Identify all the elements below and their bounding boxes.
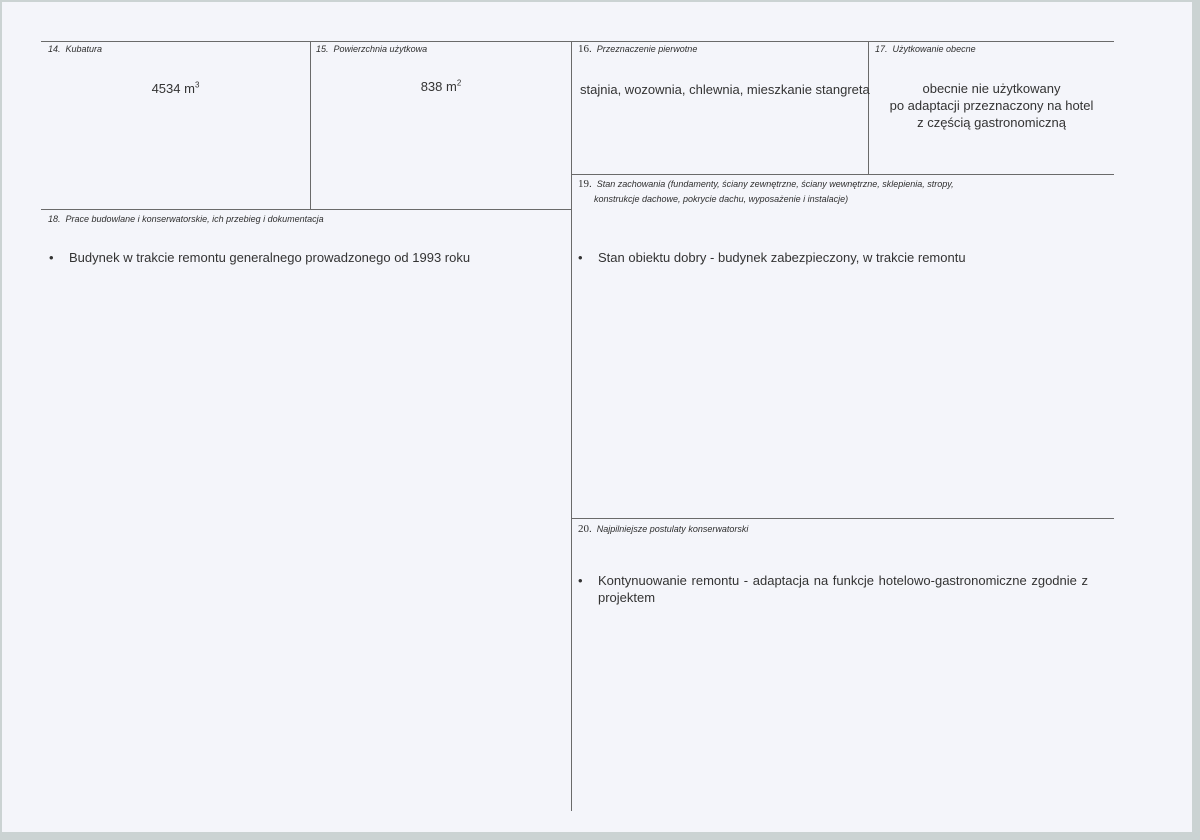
field-17-line-1: obecnie nie użytkowany <box>922 81 1061 96</box>
form-sheet <box>2 2 1192 832</box>
divider-center <box>571 41 572 811</box>
field-20-item: • Kontynuowanie remontu - adaptacja na funkcje hotelowo-gastronomiczne zgodnie z projektem <box>578 573 1088 605</box>
field-18-item: • Budynek w trakcie remontu generalnego prowadzonego od 1993 roku <box>49 250 471 265</box>
field-16-value: stajnia, wozownia, chlewnia, mieszkanie stangreta <box>580 82 870 97</box>
rule-above-20 <box>571 518 1114 519</box>
field-17-line-3: z częścią gastronomiczną <box>917 115 1066 130</box>
field-20-label: 20. Najpilniejsze postulaty konserwatorski <box>578 523 749 535</box>
rule-above-18 <box>41 209 571 210</box>
field-19-label-line-2: konstrukcje dachowe, pokrycie dachu, wyposażenie i instalacje) <box>594 194 849 204</box>
divider-14-15 <box>310 41 311 209</box>
field-19-label: 19. Stan zachowania (fundamenty, ściany zewnętrzne, ściany wewnętrzne, sklepienia, stropy, <box>578 178 954 190</box>
field-18-label: 18. Prace budowlane i konserwatorskie, ich przebieg i dokumentacja <box>48 214 324 224</box>
bullet-icon: • <box>49 250 54 265</box>
field-17-line-2: po adaptacji przeznaczony na hotel <box>889 98 1094 113</box>
field-14-label: 14. Kubatura <box>48 44 103 54</box>
field-17-label: 17. Użytkowanie obecne <box>875 44 976 54</box>
bullet-icon: • <box>578 250 583 265</box>
rule-above-19 <box>571 174 1114 175</box>
field-16-label: 16. Przeznaczenie pierwotne <box>578 43 698 55</box>
field-19-item: • Stan obiektu dobry - budynek zabezpieczony, w trakcie remontu <box>578 250 966 265</box>
field-14-value: 4534 $m^3$ <box>151 80 200 96</box>
top-rule <box>41 41 1114 42</box>
field-17-value <box>869 80 1114 131</box>
field-15-value: 838 $m^2$ <box>420 78 462 94</box>
field-15-label: 15. Powierzchnia użytkowa <box>316 44 428 54</box>
bullet-icon: • <box>578 573 583 588</box>
